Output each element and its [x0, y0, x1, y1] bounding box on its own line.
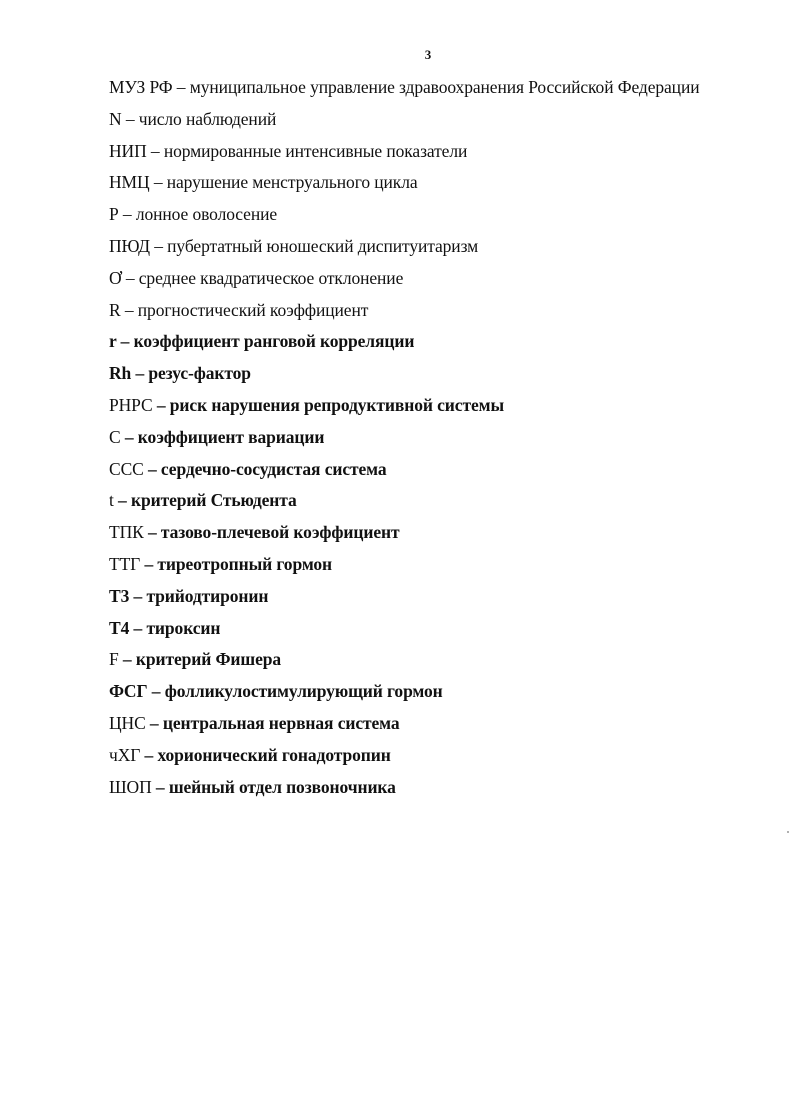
abbreviation-separator: –	[145, 712, 163, 733]
abbreviation-item	[109, 680, 699, 712]
abbreviation-definition: резус-фактор	[148, 363, 251, 384]
abbreviation-definition: критерий Стьюдента	[130, 490, 297, 511]
abbreviation-item	[109, 203, 699, 235]
scan-speck	[787, 831, 789, 833]
abbreviation-term: ЦНС	[109, 712, 146, 733]
abbreviation-separator: –	[131, 363, 149, 384]
abbreviation-item	[109, 489, 699, 521]
abbreviation-definition: нормированные интенсивные показатели	[163, 140, 468, 161]
abbreviation-item	[109, 712, 699, 744]
abbreviation-list	[109, 76, 699, 807]
abbreviation-item	[109, 553, 699, 585]
abbreviation-definition: трийодтиронин	[146, 585, 269, 606]
abbreviation-item	[109, 648, 699, 680]
abbreviation-definition: число наблюдений	[138, 108, 277, 129]
abbreviation-separator: –	[140, 744, 158, 765]
abbreviation-definition: тиреотропный гормон	[157, 553, 333, 574]
abbreviation-item	[109, 744, 699, 776]
abbreviation-term: НМЦ	[109, 172, 150, 193]
abbreviation-term: t	[109, 490, 114, 511]
abbreviation-term: ССС	[109, 458, 144, 479]
abbreviation-separator: –	[147, 681, 165, 702]
abbreviation-term: F	[109, 649, 119, 670]
abbreviation-term: НИП	[109, 140, 147, 161]
abbreviation-definition: тазово-плечевой коэффициент	[160, 522, 400, 543]
abbreviation-definition: центральная нервная система	[162, 712, 400, 733]
abbreviation-separator: –	[120, 299, 138, 320]
abbreviation-definition: хорионический гонадотропин	[157, 744, 391, 765]
abbreviation-separator: –	[118, 204, 136, 225]
abbreviation-item	[109, 617, 699, 649]
abbreviation-separator: –	[118, 649, 136, 670]
abbreviation-item	[109, 585, 699, 617]
abbreviation-separator: –	[129, 617, 147, 638]
abbreviation-item	[109, 171, 699, 203]
abbreviation-definition: среднее квадратическое отклонение	[138, 267, 404, 288]
abbreviation-term: ПЮД	[109, 235, 150, 256]
abbreviation-definition: коэффициент ранговой корреляции	[133, 331, 415, 352]
abbreviation-definition: муниципальное управление здравоохранения Российской Федерации	[189, 77, 700, 97]
abbreviation-term: МУЗ РФ	[109, 77, 173, 97]
page-number: 3	[424, 47, 432, 62]
abbreviation-item	[109, 140, 699, 172]
abbreviation-term: ШОП	[109, 776, 152, 797]
abbreviation-item	[109, 108, 699, 140]
abbreviation-term: Т3	[109, 585, 130, 606]
abbreviation-term: ТТГ	[109, 553, 141, 574]
abbreviation-separator: –	[149, 235, 168, 256]
abbreviation-term: ТПК	[109, 522, 144, 543]
abbreviation-definition: фолликулостимулирующий гормон	[164, 681, 443, 702]
abbreviation-item	[109, 267, 699, 299]
abbreviation-item	[109, 330, 699, 362]
abbreviation-item	[109, 235, 699, 267]
abbreviation-item	[109, 426, 699, 458]
abbreviation-separator: –	[120, 426, 138, 447]
abbreviation-term: Р	[109, 204, 119, 225]
abbreviation-definition: прогностический коэффициент	[137, 299, 369, 320]
abbreviation-term: ФСГ	[109, 681, 148, 702]
abbreviation-separator: –	[129, 585, 147, 606]
abbreviation-term: r	[109, 331, 117, 352]
abbreviation-definition: шейный отдел позвоночника	[168, 776, 396, 797]
abbreviation-term: Rh	[109, 363, 132, 384]
abbreviation-separator: –	[116, 331, 134, 352]
abbreviation-separator: –	[146, 140, 164, 161]
abbreviation-term: С	[109, 426, 121, 447]
abbreviation-term: РНРС	[109, 394, 153, 415]
abbreviation-item	[109, 776, 699, 808]
abbreviation-separator: –	[152, 394, 170, 415]
abbreviation-definition: коэффициент вариации	[137, 426, 325, 447]
abbreviation-separator: –	[113, 490, 131, 511]
abbreviation-definition: лонное оволосение	[135, 204, 278, 225]
abbreviation-definition: пубертатный юношеский диспитуитаризм	[167, 235, 479, 256]
abbreviation-item	[109, 394, 699, 426]
abbreviation-separator: –	[172, 77, 190, 97]
abbreviation-separator: –	[143, 522, 161, 543]
abbreviation-term: R	[109, 299, 121, 320]
abbreviation-item	[109, 362, 699, 394]
abbreviation-separator: –	[151, 776, 169, 797]
abbreviation-term: N	[109, 108, 122, 129]
abbreviation-item	[109, 299, 699, 331]
abbreviation-definition: нарушение менструального цикла	[166, 172, 418, 193]
abbreviation-separator: –	[149, 172, 167, 193]
abbreviation-term: Ơ	[109, 267, 122, 288]
abbreviation-item	[109, 76, 699, 108]
abbreviation-definition: риск нарушения репродуктивной системы	[169, 394, 505, 415]
abbreviation-item	[109, 521, 699, 553]
abbreviation-term: чХГ	[109, 744, 141, 765]
abbreviation-item	[109, 458, 699, 490]
abbreviation-definition: сердечно-сосудистая система	[160, 458, 387, 479]
abbreviation-separator: –	[143, 458, 161, 479]
abbreviation-separator: –	[121, 108, 139, 129]
abbreviation-definition: тироксин	[146, 617, 221, 638]
abbreviation-definition: критерий Фишера	[135, 649, 282, 670]
abbreviation-separator: –	[140, 553, 158, 574]
abbreviation-separator: –	[121, 267, 139, 288]
abbreviation-term: Т4	[109, 617, 130, 638]
